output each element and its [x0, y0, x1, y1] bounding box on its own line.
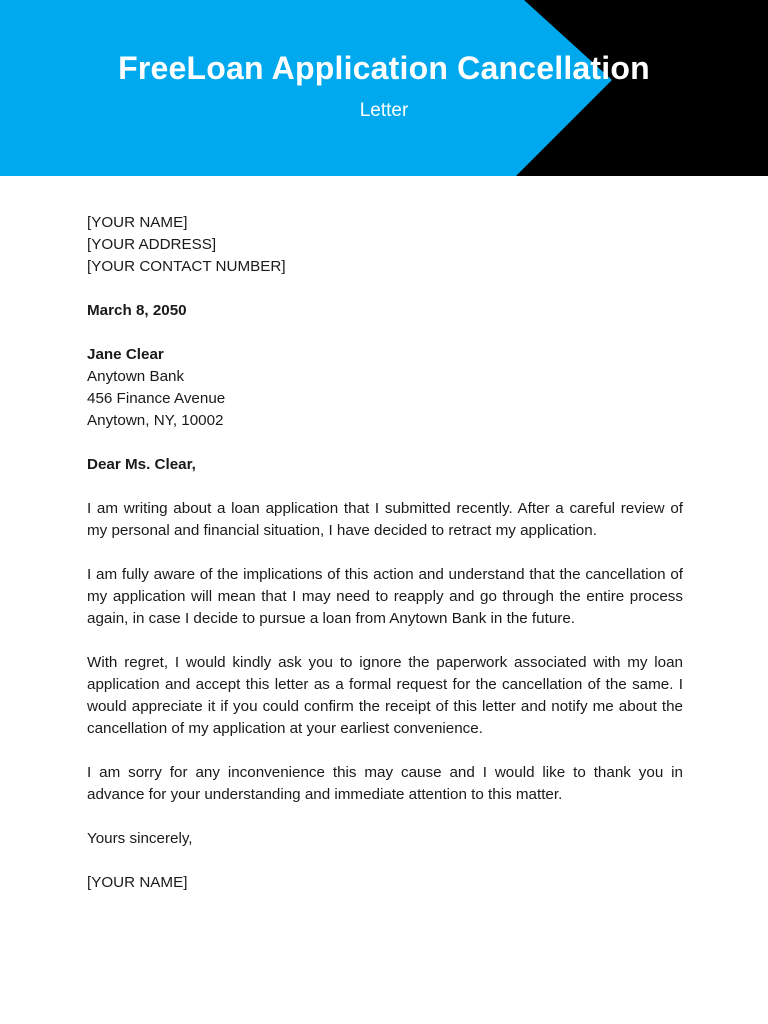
signature: [YOUR NAME] — [87, 874, 188, 891]
sender-address: [YOUR ADDRESS] — [87, 236, 217, 253]
salutation-block — [87, 454, 683, 476]
header-decoration — [0, 0, 768, 176]
date-block — [87, 300, 683, 322]
closing: Yours sincerely, — [87, 830, 193, 847]
page-title: FreeLoan Application Cancellation — [118, 50, 650, 86]
salutation: Dear Ms. Clear, — [87, 456, 196, 473]
sender-contact: [YOUR CONTACT NUMBER] — [87, 258, 286, 275]
body-paragraph: I am writing about a loan application that I submitted recently. After a careful review of my personal and financial situation, I have decided to retract my application. — [87, 500, 683, 539]
closing-block — [87, 828, 683, 850]
recipient-block — [87, 344, 683, 432]
body-paragraph: I am fully aware of the implications of this action and understand that the cancellation of my application will mean that I may need to reapply and go through the entire process again, in case I decide to pursue a loan from Anytown Bank in the future. — [87, 566, 683, 627]
header-black-shape — [516, 0, 768, 176]
header-banner — [0, 0, 768, 176]
body-paragraph: With regret, I would kindly ask you to ignore the paperwork associated with my loan application and accept this letter as a formal request for the cancellation of the same. I would appreciate it if you could confirm the receipt of this letter and notify me about the cancellation of my application at your earliest convenience. — [87, 654, 683, 737]
recipient-street: 456 Finance Avenue — [87, 390, 226, 407]
body-paragraph: I am sorry for any inconvenience this may cause and I would like to thank you in advance for your understanding and immediate attention to this matter. — [87, 764, 683, 803]
letter-body — [87, 212, 683, 916]
page-subtitle: Letter — [359, 100, 409, 121]
recipient-name: Jane Clear — [87, 346, 164, 363]
recipient-city: Anytown, NY, 10002 — [87, 412, 224, 429]
sender-name: [YOUR NAME] — [87, 214, 188, 231]
sender-block — [87, 212, 683, 278]
signature-block — [87, 872, 683, 894]
letter-date: March 8, 2050 — [87, 302, 187, 319]
recipient-company: Anytown Bank — [87, 368, 185, 385]
